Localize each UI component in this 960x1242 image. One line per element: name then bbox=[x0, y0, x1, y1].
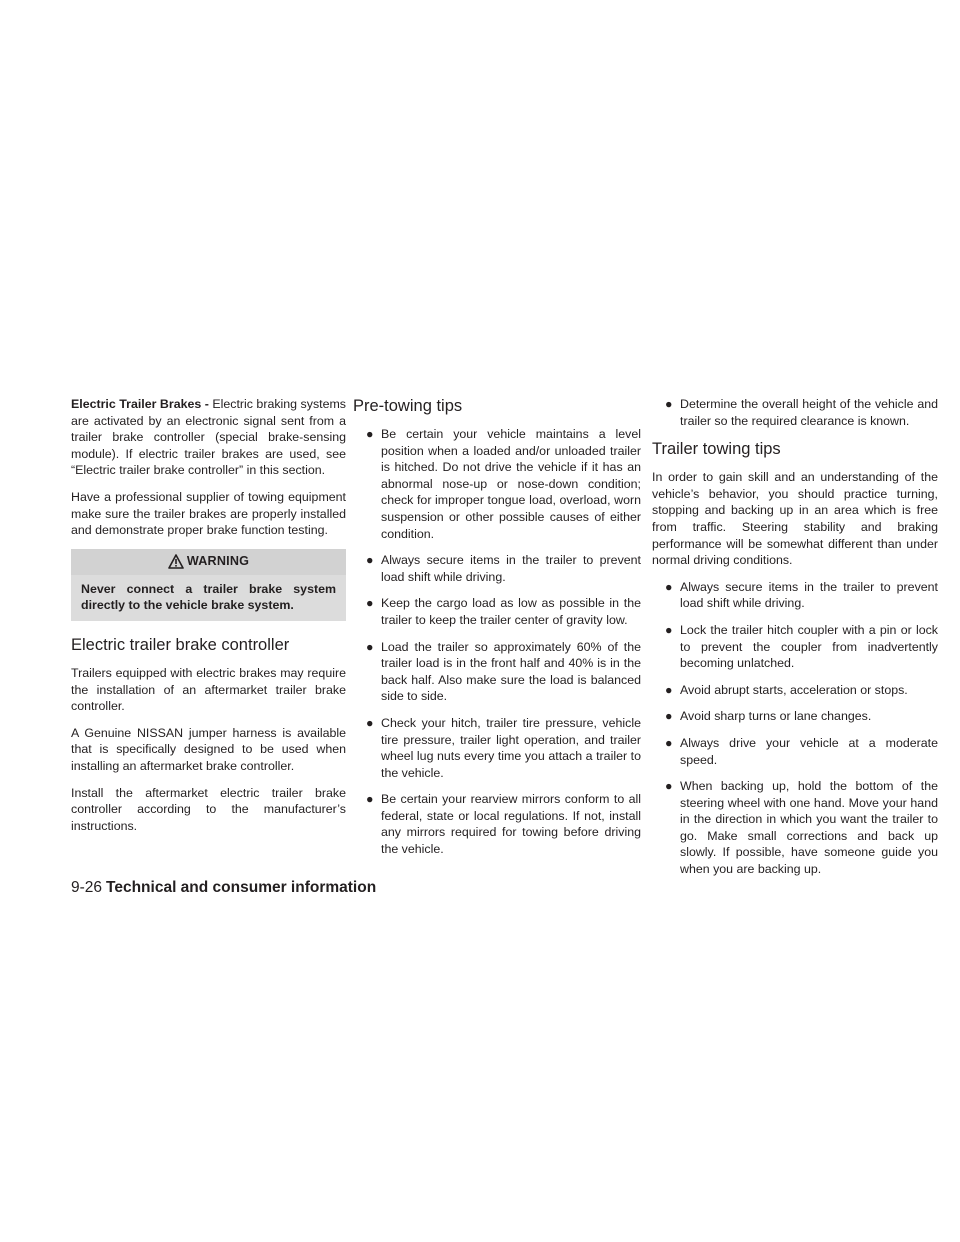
bullet-icon: ● bbox=[366, 639, 374, 654]
trailer-towing-intro-paragraph: In order to gain skill and an understanding of the vehicle’s behavior, you should practice turning, stopping and backing up in an area which is free from traffic. Steering stability and braking performance will be somewhat different than under normal driving conditions. bbox=[652, 470, 938, 568]
list-item bbox=[353, 715, 641, 781]
list-item bbox=[652, 778, 938, 878]
list-item bbox=[353, 552, 641, 585]
pre-towing-tips-list bbox=[353, 426, 641, 858]
section-title: Technical and consumer information bbox=[106, 879, 377, 896]
jumper-harness-paragraph: A Genuine NISSAN jumper harness is available that is specifically designed to be used when installing an aftermarket brake controller. bbox=[71, 725, 346, 773]
bullet-icon: ● bbox=[366, 553, 374, 568]
list-item-text: Be certain your rearview mirrors conform to all federal, state or local regulations. If not, install any mirrors required for towing before driving the vehicle. bbox=[381, 792, 641, 857]
list-item-text: When backing up, hold the bottom of the steering wheel with one hand. Move your hand in the direction in which you want the trailer to go. Make small corrections and back up slowly. If possible, have someone guide you when you are backing up. bbox=[680, 779, 938, 877]
bullet-icon: ● bbox=[366, 596, 374, 611]
bullet-icon: ● bbox=[665, 709, 673, 724]
bullet-icon: ● bbox=[665, 622, 673, 637]
bullet-icon: ● bbox=[665, 779, 673, 794]
bullet-icon: ● bbox=[665, 579, 673, 594]
list-item-text: Keep the cargo load as low as possible in the trailer to keep the trailer center of gravity low. bbox=[381, 596, 641, 627]
aftermarket-controller-paragraph: Trailers equipped with electric brakes may require the installation of an aftermarket trailer brake controller. bbox=[71, 665, 346, 714]
bullet-icon: ● bbox=[665, 397, 673, 411]
list-item bbox=[652, 682, 938, 699]
electric-trailer-brakes-text: Electric braking systems are activated by an electronic signal sent from a trailer brake controller (special brake-sensing module). If electric trailer brakes are used, see “Electric trailer brake controller” in this section. bbox=[71, 397, 346, 478]
list-item-text: Avoid abrupt starts, acceleration or stops. bbox=[680, 682, 908, 697]
trailer-towing-tips-list bbox=[652, 579, 938, 878]
list-item bbox=[652, 396, 938, 429]
warning-box bbox=[71, 549, 346, 621]
warning-text: Never connect a trailer brake system directly to the vehicle brake system. bbox=[81, 581, 336, 613]
bullet-icon: ● bbox=[665, 735, 673, 750]
list-item bbox=[353, 426, 641, 542]
list-item-text: Avoid sharp turns or lane changes. bbox=[680, 709, 872, 724]
pre-towing-tips-list-continued bbox=[652, 396, 938, 429]
list-item bbox=[353, 595, 641, 628]
bullet-icon: ● bbox=[366, 427, 374, 441]
bullet-icon: ● bbox=[366, 792, 374, 807]
column-middle bbox=[353, 396, 641, 868]
electric-trailer-brakes-paragraph bbox=[71, 396, 346, 479]
list-item-text: Determine the overall height of the vehicle and trailer so the required clearance is known. bbox=[680, 397, 938, 428]
page-number: 9-26 bbox=[71, 879, 103, 896]
trailer-towing-tips-heading: Trailer towing tips bbox=[652, 440, 781, 459]
list-item bbox=[652, 579, 938, 612]
page-footer bbox=[71, 879, 376, 897]
list-item bbox=[353, 791, 641, 857]
list-item bbox=[652, 708, 938, 725]
pre-towing-tips-heading: Pre-towing tips bbox=[353, 397, 463, 415]
column-right bbox=[652, 396, 938, 888]
warning-header bbox=[71, 549, 346, 575]
list-item bbox=[652, 622, 938, 672]
column-left bbox=[71, 396, 346, 844]
electric-trailer-brakes-lead: Electric Trailer Brakes - bbox=[71, 397, 209, 411]
list-item-text: Always secure items in the trailer to prevent load shift while driving. bbox=[381, 553, 641, 584]
list-item-text: Be certain your vehicle maintains a level position when a loaded and/or unloaded trailer is hitched. Do not drive the vehicle if it has an abnormal nose-up or nose-down condition; check for improper tongue load, overload, worn suspension or other possible causes of either condition. bbox=[381, 427, 641, 541]
list-item-text: Check your hitch, trailer tire pressure, vehicle tire pressure, trailer light operation, and trailer wheel lug nuts every time you attach a trailer to the vehicle. bbox=[381, 715, 641, 780]
list-item bbox=[652, 735, 938, 768]
warning-triangle-icon bbox=[168, 554, 184, 569]
electric-trailer-brake-controller-heading: Electric trailer brake controller bbox=[71, 635, 290, 654]
warning-title: WARNING bbox=[186, 554, 250, 569]
install-controller-paragraph: Install the aftermarket electric trailer brake controller according to the manufacturer’s instructions. bbox=[71, 785, 346, 833]
bullet-icon: ● bbox=[665, 682, 673, 697]
list-item-text: Always drive your vehicle at a moderate speed. bbox=[680, 735, 938, 767]
professional-supplier-paragraph: Have a professional supplier of towing equipment make sure the trailer brakes are properly installed and demonstrate proper brake function testing. bbox=[71, 489, 346, 538]
bullet-icon: ● bbox=[366, 715, 374, 730]
list-item bbox=[353, 639, 641, 705]
list-item-text: Load the trailer so approximately 60% of the trailer load is in the front half and 40% is in the back half. Also make sure the load is balanced side to side. bbox=[381, 639, 641, 704]
list-item-text: Lock the trailer hitch coupler with a pin or lock to prevent the coupler from inadvertently becoming unlatched. bbox=[680, 622, 938, 671]
list-item-text: Always secure items in the trailer to prevent load shift while driving. bbox=[680, 579, 938, 611]
